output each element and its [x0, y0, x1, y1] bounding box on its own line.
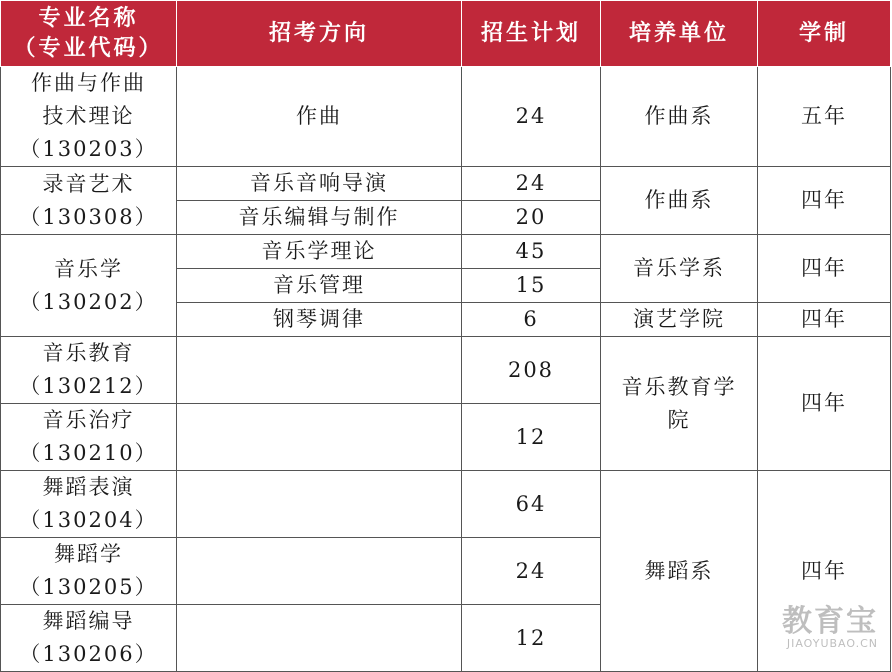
major-cell	[1, 235, 177, 337]
unit-name: 音乐教育学	[621, 374, 737, 399]
unit-cell: 演艺学院	[601, 303, 758, 337]
table-row	[1, 235, 891, 269]
direction-cell: 作曲	[177, 67, 462, 167]
duration-cell: 四年	[758, 235, 891, 303]
major-cell	[1, 605, 177, 672]
major-code: （130206）	[19, 642, 158, 666]
major-name: 音乐治疗	[42, 408, 135, 432]
watermark-url: JIAOYUBAO.CN	[786, 637, 878, 650]
unit-cell: 音乐学系	[601, 235, 758, 303]
plan-cell: 20	[462, 201, 601, 235]
header-row	[1, 1, 891, 67]
major-name: 音乐教育	[42, 341, 135, 365]
unit-name: 院	[667, 407, 691, 432]
major-name: 录音艺术	[42, 171, 135, 196]
major-code: （130204）	[19, 508, 158, 532]
header-plan: 招生计划	[462, 1, 601, 67]
direction-cell: 音乐管理	[177, 269, 462, 303]
direction-cell	[177, 605, 462, 672]
major-name: 舞蹈编导	[42, 609, 135, 633]
major-code: （130210）	[19, 441, 158, 465]
major-cell	[1, 167, 177, 235]
header-major	[1, 1, 177, 67]
major-cell	[1, 471, 177, 538]
major-name: 作曲与作曲	[31, 71, 146, 95]
major-cell	[1, 404, 177, 471]
table-row	[1, 67, 891, 167]
table-row	[1, 167, 891, 201]
plan-cell: 6	[462, 303, 601, 337]
duration-cell: 五年	[758, 67, 891, 167]
major-name: 音乐学	[54, 256, 123, 281]
plan-cell: 24	[462, 167, 601, 201]
direction-cell	[177, 337, 462, 404]
direction-cell	[177, 538, 462, 605]
table-row	[1, 337, 891, 404]
table-row	[1, 471, 891, 538]
plan-cell: 208	[462, 337, 601, 404]
duration-cell: 四年	[758, 337, 891, 471]
plan-cell: 64	[462, 471, 601, 538]
major-code: （130203）	[19, 137, 158, 161]
direction-cell	[177, 471, 462, 538]
watermark-text: 教育宝	[782, 604, 878, 639]
duration-cell: 四年	[758, 167, 891, 235]
direction-cell: 音乐编辑与制作	[177, 201, 462, 235]
direction-cell: 音乐学理论	[177, 235, 462, 269]
duration-cell: 四年	[758, 471, 891, 672]
header-unit: 培养单位	[601, 1, 758, 67]
major-code: （130202）	[19, 289, 158, 314]
unit-cell: 作曲系	[601, 67, 758, 167]
plan-cell: 24	[462, 538, 601, 605]
plan-cell: 12	[462, 404, 601, 471]
major-code: （130205）	[19, 575, 158, 599]
major-cell	[1, 337, 177, 404]
major-code: （130212）	[19, 374, 158, 398]
unit-cell: 作曲系	[601, 167, 758, 235]
header-direction: 招考方向	[177, 1, 462, 67]
direction-cell: 钢琴调律	[177, 303, 462, 337]
plan-cell: 45	[462, 235, 601, 269]
watermark-logo	[782, 606, 878, 650]
direction-cell	[177, 404, 462, 471]
major-cell	[1, 538, 177, 605]
duration-cell: 四年	[758, 303, 891, 337]
plan-cell: 12	[462, 605, 601, 672]
direction-cell: 音乐音响导演	[177, 167, 462, 201]
header-major-line2: （专业代码）	[13, 35, 164, 61]
header-major-line1: 专业名称	[38, 5, 139, 31]
unit-cell	[601, 337, 758, 471]
major-name: 舞蹈学	[54, 542, 123, 566]
major-name: 舞蹈表演	[42, 475, 135, 499]
plan-cell: 15	[462, 269, 601, 303]
plan-cell: 24	[462, 67, 601, 167]
major-cell	[1, 67, 177, 167]
major-name: 技术理论	[42, 104, 135, 128]
header-duration: 学制	[758, 1, 891, 67]
major-code: （130308）	[19, 204, 158, 229]
unit-cell: 舞蹈系	[601, 471, 758, 672]
